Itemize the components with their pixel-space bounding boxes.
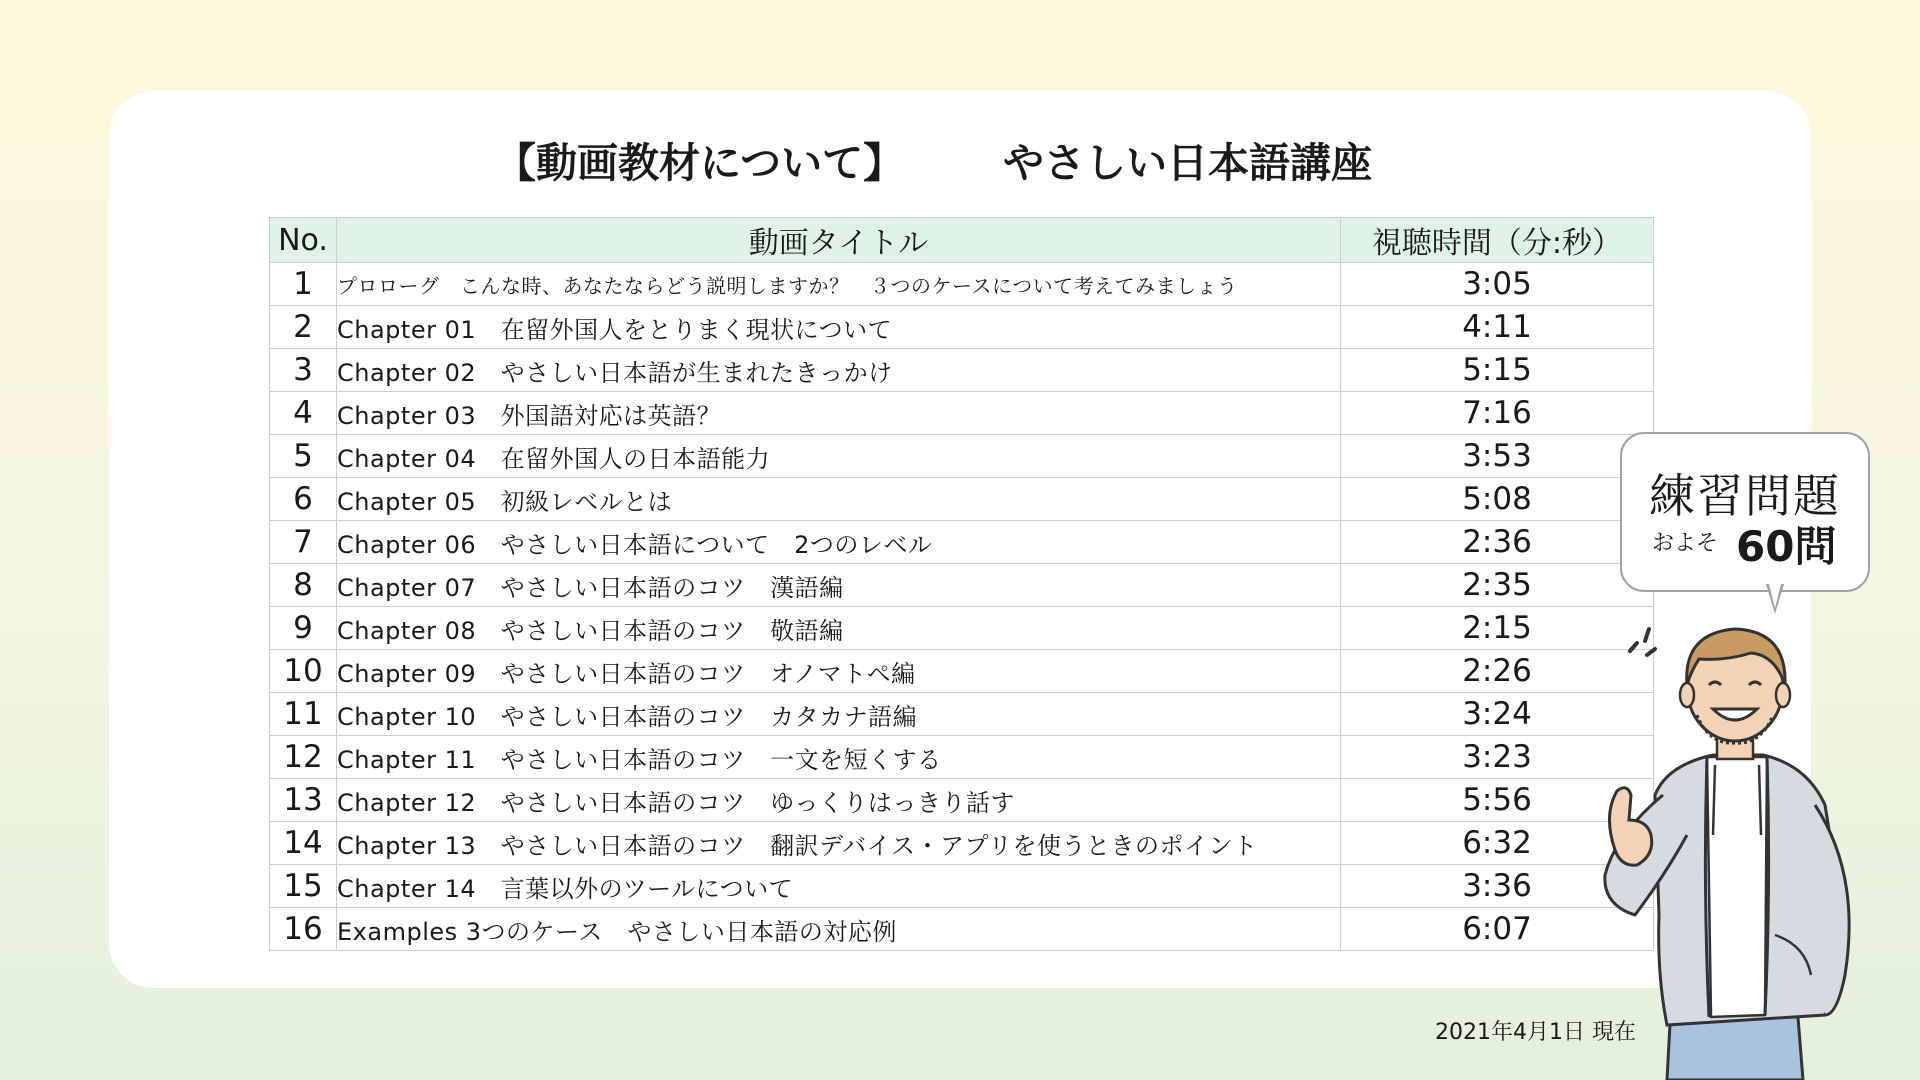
row-no: 7 [270,521,337,564]
row-title: Chapter 07 やさしい日本語のコツ 漢語編 [337,564,1341,607]
row-time: 5:56 [1341,779,1654,822]
row-no: 10 [270,650,337,693]
row-no: 13 [270,779,337,822]
table-row [270,263,1654,306]
row-no: 14 [270,822,337,865]
row-title: Examples 3つのケース やさしい日本語の対応例 [337,908,1341,951]
title-right: やさしい日本語講座 [1003,139,1372,187]
row-title: Chapter 02 やさしい日本語が生まれたきっかけ [337,349,1341,392]
row-no: 5 [270,435,337,478]
row-title: Chapter 05 初級レベルとは [337,478,1341,521]
row-time: 6:32 [1341,822,1654,865]
row-no: 16 [270,908,337,951]
row-no: 2 [270,306,337,349]
bubble-tail-inner [1769,584,1781,608]
row-time: 5:08 [1341,478,1654,521]
header-no: No. [270,218,337,263]
row-no: 12 [270,736,337,779]
row-no: 1 [270,263,337,306]
row-time: 3:23 [1341,736,1654,779]
row-no: 4 [270,392,337,435]
table-row [270,822,1654,865]
sparkle-icon [1630,629,1655,655]
exercise-bubble [1620,432,1870,592]
header-time: 視聴時間（分:秒） [1341,218,1654,263]
man-thumbs-up-illustration [1575,615,1875,1080]
table-row [270,650,1654,693]
row-title: Chapter 10 やさしい日本語のコツ カタカナ語編 [337,693,1341,736]
bubble-prefix: およそ [1652,531,1719,556]
page-title [0,130,1920,200]
row-time: 3:53 [1341,435,1654,478]
table-row [270,693,1654,736]
table-row [270,865,1654,908]
row-time: 7:16 [1341,392,1654,435]
table-row [270,521,1654,564]
bubble-title: 練習問題 [1649,469,1841,523]
table-row [270,607,1654,650]
row-time: 2:35 [1341,564,1654,607]
table-row [270,908,1654,951]
row-title: Chapter 12 やさしい日本語のコツ ゆっくりはっきり話す [337,779,1341,822]
row-no: 9 [270,607,337,650]
row-title: Chapter 01 在留外国人をとりまく現状について [337,306,1341,349]
row-time: 3:36 [1341,865,1654,908]
row-no: 11 [270,693,337,736]
row-title: Chapter 03 外国語対応は英語？ [337,392,1341,435]
row-no: 15 [270,865,337,908]
table-row [270,478,1654,521]
row-no: 8 [270,564,337,607]
table-header-row [270,218,1654,263]
table-row [270,349,1654,392]
row-title: プロローグ こんな時、あなたならどう説明しますか？ ３つのケースについて考えてみましょう [337,263,1341,306]
row-title: Chapter 04 在留外国人の日本語能力 [337,435,1341,478]
table-row [270,564,1654,607]
row-title: Chapter 06 やさしい日本語について 2つのレベル [337,521,1341,564]
bubble-count: 60問 [1736,522,1837,571]
row-time: 3:24 [1341,693,1654,736]
row-time: 6:07 [1341,908,1654,951]
row-time: 4:11 [1341,306,1654,349]
table-row [270,779,1654,822]
thumbs-up-icon [1609,788,1651,865]
row-title: Chapter 11 やさしい日本語のコツ 一文を短くする [337,736,1341,779]
table-row [270,736,1654,779]
table-row [270,306,1654,349]
header-title: 動画タイトル [337,218,1341,263]
table-row [270,435,1654,478]
row-title: Chapter 14 言葉以外のツールについて [337,865,1341,908]
date-note: 2021年4月1日 現在 [1435,1020,1636,1045]
row-title: Chapter 13 やさしい日本語のコツ 翻訳デバイス・アプリを使うときのポイント [337,822,1341,865]
shirt [1707,757,1767,1017]
row-title: Chapter 08 やさしい日本語のコツ 敬語編 [337,607,1341,650]
row-time: 2:26 [1341,650,1654,693]
row-time: 2:15 [1341,607,1654,650]
row-time: 3:05 [1341,263,1654,306]
row-title: Chapter 09 やさしい日本語のコツ オノマトペ編 [337,650,1341,693]
row-time: 2:36 [1341,521,1654,564]
video-table [269,217,1654,951]
row-no: 3 [270,349,337,392]
row-no: 6 [270,478,337,521]
title-left: 【動画教材について】 [495,139,905,187]
table-row [270,392,1654,435]
row-time: 5:15 [1341,349,1654,392]
